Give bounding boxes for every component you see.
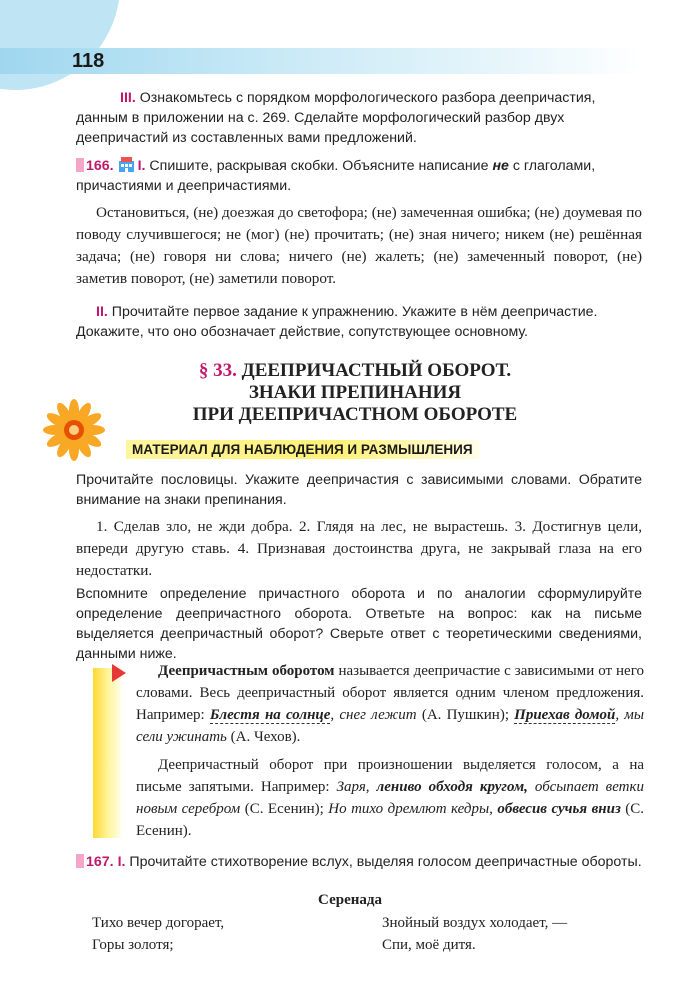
group-work-icon	[118, 156, 135, 173]
theory-paragraph-1	[136, 660, 644, 748]
poem-line: Спи, моё дитя.	[382, 937, 476, 953]
theory-example-3-author: (С. Есенин);	[240, 801, 329, 817]
poem-right-column	[382, 912, 567, 956]
theory-example-1-phrase: Блестя на солнце	[209, 707, 331, 723]
task-i-marker: I.	[137, 158, 146, 174]
instruction-ne: не	[492, 158, 509, 174]
section-heading	[120, 360, 590, 426]
task-ii-marker: II.	[96, 304, 108, 320]
theory-example-2-phrase: Приехав домой	[514, 707, 616, 723]
theory-example-3-a: Заря,	[336, 779, 377, 795]
exercise-166-header	[76, 156, 642, 196]
poem-title: Серенада	[318, 892, 382, 908]
section-title-line3: ПРИ ДЕЕПРИЧАСТНОМ ОБОРОТЕ	[192, 404, 518, 425]
theory-marker-bar	[93, 668, 121, 838]
poem-line: Знойный воздух холодает, —	[382, 915, 568, 931]
exercise-166-task-ii	[76, 302, 642, 342]
theory-example-3-phrase: лениво обходя кругом,	[376, 779, 528, 795]
section-title-line1: ДЕЕПРИЧАСТНЫЙ ОБОРОТ.	[241, 360, 512, 381]
section-title-line2: ЗНАКИ ПРЕПИНАНИЯ	[248, 382, 462, 403]
exercise-number: 167.	[86, 854, 114, 870]
observation-question: Вспомните определение причастного оборота и по аналогии сформулируйте определение деепричастного оборота. Ответьте на вопрос: как на письме выделяется деепричастный оборот? Сверьте ответ с теоретическими сведениями, данными ниже.	[76, 586, 642, 662]
theory-p1-text: называется деепричастие с зависимыми от него словами. Весь деепричастный оборот является одним членом предложения. Например:	[136, 663, 644, 723]
task-ii-text: Прочитайте первое задание к упражнению. Укажите в нём деепричастие. Докажите, что оно обозначает действие, сопутствующее основному.	[76, 304, 598, 340]
observation-title: МАТЕРИАЛ ДЛЯ НАБЛЮДЕНИЯ И РАЗМЫШЛЕНИЯ	[126, 440, 479, 459]
proverbs: 1. Сделав зло, не жди добра. 2. Глядя на лес, не вырастешь. 3. Достигнув цели, впереди другую ставь. 4. Признавая достоинства друга, не закрывай глаза на его недостатки.	[76, 518, 642, 579]
task-iii-marker: III.	[120, 90, 136, 106]
task-iii-text: Ознакомьтесь с порядком морфологического разбора деепричастия, данным в приложении на с. 269. Сделайте морфологический разбор двух деепричастий из составленных вами предложений.	[76, 90, 596, 146]
exercise-167-text: Прочитайте стихотворение вслух, выделяя голосом деепричастные обороты.	[129, 854, 642, 870]
page-number: 118	[72, 50, 105, 72]
theory-example-4-author: (С. Есенин).	[136, 801, 645, 839]
exercise-number: 166.	[86, 158, 114, 174]
exercise-marker-bar	[76, 854, 84, 868]
exercise-167	[76, 852, 642, 872]
poem-left-column	[92, 912, 224, 956]
theory-arrow-icon	[112, 664, 126, 682]
theory-example-3-rest: обсыпает ветки новым серебром	[136, 779, 644, 817]
corner-decoration	[0, 0, 120, 90]
flower-icon	[42, 398, 106, 462]
poem-line: Тихо вечер догорает,	[92, 915, 225, 931]
observation-intro: Прочитайте пословицы. Укажите деепричастия с зависимыми словами. Обратите внимание на знаки препинания.	[76, 472, 642, 508]
theory-p2-text: Деепричастный оборот при произношении выделяется голосом, а на письме запятыми. Например:	[136, 757, 644, 795]
poem-line: Горы золотя;	[92, 937, 174, 953]
instruction-a: Спишите, раскрывая скобки. Объясните написание	[149, 158, 493, 174]
theory-example-4-phrase: обвесив сучья вниз	[497, 801, 621, 817]
theory-example-1-rest: , снег лежит	[330, 707, 417, 723]
task-i-marker: I.	[117, 854, 126, 870]
exercise-166-body: Остановиться, (не) доезжая до светофора; (не) замеченная ошибка; (не) доумевая по поводу случившегося; не (мог) (не) прочитать; (не) зная ничего; никем (не) решённая задача; (не) говоря ни слова; ничего (не) жалеть; (не) замеченный поворот, (не) заметив поворот, (не) заметили поворот.	[76, 204, 642, 287]
instruction-b: с глаголами, причастиями и деепричастиями.	[76, 158, 596, 194]
theory-term: Деепричастным оборотом	[158, 663, 335, 679]
theory-example-4-a: Но тихо дремлют кедры,	[328, 801, 498, 817]
exercise-marker-bar	[76, 158, 84, 172]
theory-example-2-author: (А. Чехов).	[226, 729, 301, 745]
section-number: § 33.	[198, 360, 237, 381]
theory-example-1-author: (А. Пушкин);	[416, 707, 515, 723]
theory-paragraph-2	[136, 754, 644, 842]
task-iii	[76, 88, 642, 148]
theory-example-2-rest: , мы сели ужинать	[136, 707, 644, 745]
